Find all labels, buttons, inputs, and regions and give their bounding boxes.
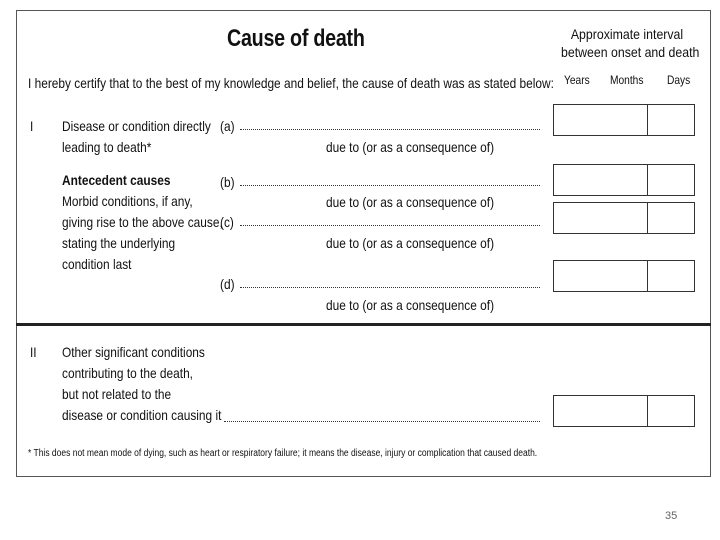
other-conditions-line-4: disease or condition causing it [62,407,222,423]
due-to-c: due to (or as a consequence of) [326,235,495,251]
line-a-entry[interactable] [240,129,540,130]
interval-box-d[interactable] [553,260,695,292]
other-conditions-entry[interactable] [224,421,540,422]
part-two-numeral: II [30,344,37,360]
column-years: Years [564,73,590,87]
direct-cause-label [62,116,211,158]
other-conditions-line-1: Other significant conditions [62,344,205,360]
direct-cause-label-line-2: leading to death* [62,139,152,155]
due-to-a: due to (or as a consequence of) [326,139,495,155]
direct-cause-label-line-1: Disease or condition directly [62,118,211,134]
antecedent-text-line-1: Morbid conditions, if any, [62,193,193,209]
antecedent-causes-block [62,170,223,275]
interval-box-a[interactable] [553,104,695,136]
interval-header-line-2: between onset and death [561,44,700,60]
form-title: Cause of death [227,25,365,52]
line-a-label: (a) [220,118,235,134]
other-conditions-label [62,342,221,426]
page-number: 35 [665,510,678,522]
interval-box-other[interactable] [553,395,695,427]
interval-box-divider [647,165,648,195]
line-d-entry[interactable] [240,287,540,288]
part-one-numeral: I [30,118,34,134]
other-conditions-line-3: but not related to the [62,386,172,402]
interval-box-divider [647,105,648,135]
interval-box-divider [647,396,648,426]
interval-header-line-1: Approximate interval [570,26,684,42]
antecedent-heading: Antecedent causes [62,172,171,188]
antecedent-text-line-4: condition last [62,256,132,272]
footnote: * This does not mean mode of dying, such as heart or respiratory failure; it means the disease, injury or complication that caused death. [28,448,538,459]
interval-header [561,25,711,61]
interval-box-divider [647,203,648,233]
certification-statement: I hereby certify that to the best of my knowledge and belief, the cause of death was as stated below: [28,75,554,91]
line-b-entry[interactable] [240,185,540,186]
due-to-b: due to (or as a consequence of) [326,194,495,210]
interval-box-divider [647,261,648,291]
column-months: Months [610,73,644,87]
section-divider [16,323,711,326]
line-d-label: (d) [220,276,235,292]
other-conditions-line-2: contributing to the death, [62,365,193,381]
line-c-label: (c) [220,214,234,230]
due-to-d: due to (or as a consequence of) [326,297,495,313]
antecedent-text-line-3: stating the underlying [62,235,176,251]
interval-box-b[interactable] [553,164,695,196]
line-c-entry[interactable] [240,225,540,226]
antecedent-text-line-2: giving rise to the above cause, [62,214,223,230]
column-days: Days [667,73,691,87]
interval-box-c[interactable] [553,202,695,234]
line-b-label: (b) [220,174,235,190]
